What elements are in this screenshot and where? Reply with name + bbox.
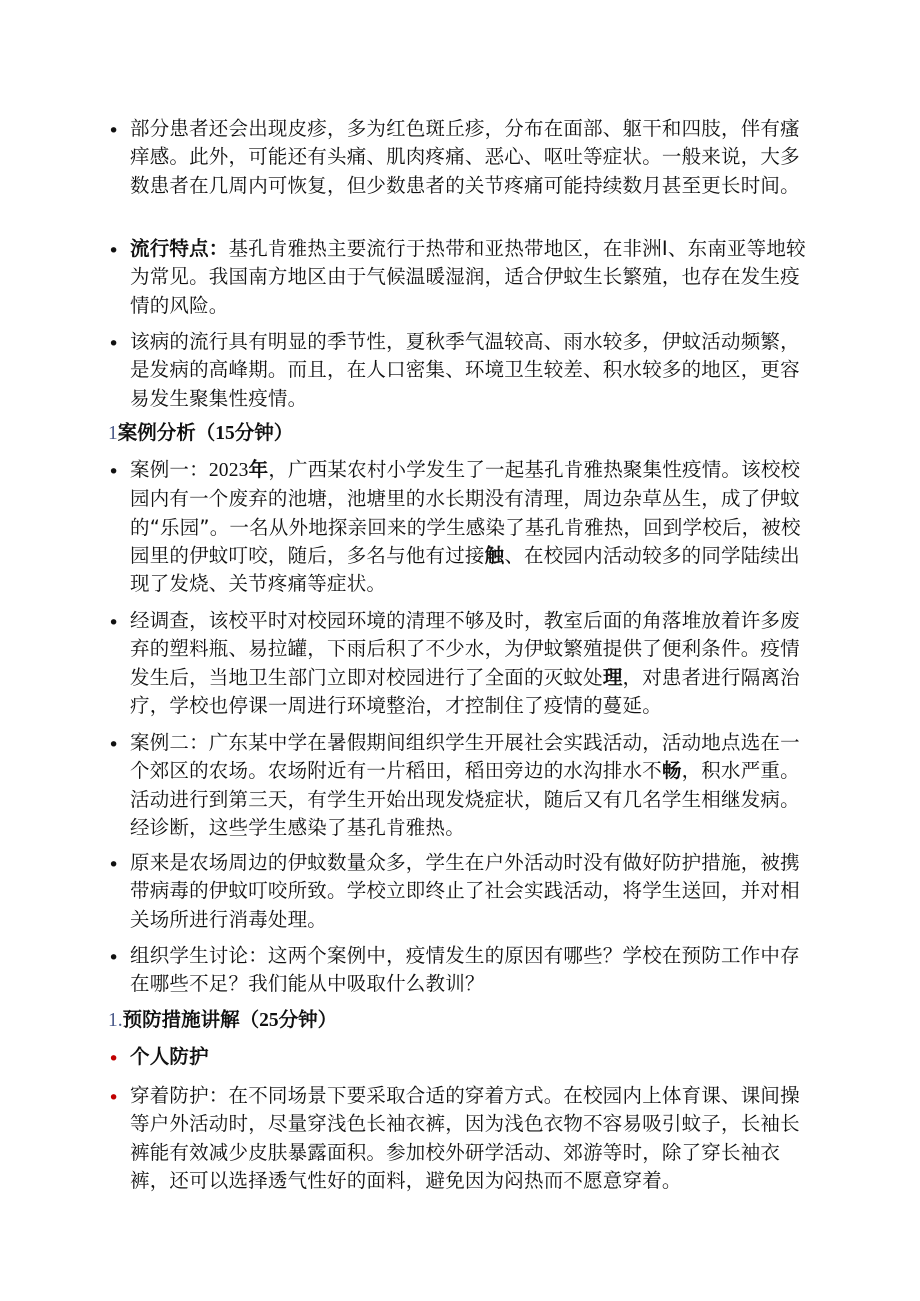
case-text: 案例一： (130, 458, 209, 481)
section-number: 1. (108, 1010, 123, 1031)
case-text: 、在校园内活动较多的同学陆续出现了发烧、关节疼痛等症状。 (130, 543, 800, 596)
item-bold-label: 流行特点： (130, 237, 229, 260)
bullet-icon (108, 944, 118, 954)
item-text: 基孔肯雅热主要流行于热带和亚热带地区，在非洲Ⅰ、东南亚等地较为常见。我国南方地区由于气候温暖湿润，适合伊蚊生长繁殖，也存在发生疫情的风险。 (130, 237, 806, 317)
item-text: 穿着防护：在不同场景下要采取合适的穿着方式。在校园内上体育课、课间操等户外活动时，尽量穿浅色长袖衣裤，因为浅色衣物不容易吸引蚊子，长袖长裤能有效减少皮肤暴露面积。参加校外研学活动、郊游等时，除了穿长袖衣裤，还可以选择透气性好的面料，避免因为闷热而不愿意穿着。 (130, 1084, 800, 1192)
bullet-icon (108, 1045, 118, 1055)
case-text: ，对患者进行隔离治疗，学校也停课一周进行环境整治，才控制住了疫情的蔓延。 (130, 665, 800, 717)
list-item (130, 328, 815, 413)
bullet-icon (108, 237, 118, 247)
case-year-unit: 年 (248, 458, 269, 481)
list-item (130, 729, 815, 842)
list-item (130, 942, 815, 999)
bullet-icon (108, 609, 118, 619)
item-text: 部分患者还会出现皮疹，多为红色斑丘疹，分布在面部、躯干和四肢，伴有瘙痒感。此外，可能还有头痛、肌肉疼痛、恶心、呕吐等症状。一般来说，大多数患者在几周内可恢复，但少数患者的关节疼痛可能持续数月甚至更长时间。 (130, 117, 800, 197)
list-item (130, 115, 815, 200)
bullet-icon (108, 117, 118, 127)
case-bold-char: 触 (484, 543, 505, 567)
section-time: （15分钟） (195, 423, 294, 444)
section-number: 1 (108, 423, 118, 444)
section-time: （25分钟） (239, 1010, 338, 1031)
list-item (130, 235, 815, 320)
list-item (130, 607, 815, 720)
case-text: 案例二：广东某中学在暑假期间组织学生开展社会实践活动，活动地点选在一个郊区的农场。农场附近有一片稻田，稻田旁边的水沟排水不 (130, 731, 800, 783)
discussion-text: 组织学生讨论：这两个案例中，疫情发生的原因有哪些？学校在预防工作中存在哪些不足？我们能从中吸取什么教训？ (130, 944, 800, 996)
subheading-text: 个人防护 (130, 1045, 209, 1068)
bullet-icon (108, 851, 118, 861)
case-bold-char: 理 (602, 665, 623, 689)
list-item (130, 456, 815, 598)
case-text: 原来是农场周边的伊蚊数量众多，学生在户外活动时没有做好防护措施，被携带病毒的伊蚊叮咬所致。学校立即终止了社会实践活动，将学生送回，并对相关场所进行消毒处理。 (130, 851, 800, 931)
case-text: 经调查，该校平时对校园环境的清理不够及时，教室后面的角落堆放着许多废弃的塑料瓶、易拉罐，下雨后积了不少水，为伊蚊繁殖提供了便利条件。疫情发生后，当地卫生部门立即对校园进行了全面的灭蚊处 (130, 609, 800, 689)
bullet-icon (108, 1084, 118, 1094)
bullet-icon (108, 330, 118, 340)
bullet-icon (108, 731, 118, 741)
list-item (130, 849, 815, 934)
section-title: 预防措施讲解 (122, 1008, 240, 1031)
case-text: ，积水严重。活动进行到第三天，有学生开始出现发烧症状，随后又有几名学生相继发病。经诊断，这些学生感染了基孔肯雅热。 (130, 759, 800, 839)
section-heading (108, 419, 293, 448)
list-item (130, 1082, 815, 1195)
section-heading (108, 1006, 337, 1035)
case-text: ，广西某农村小学发生了一起基孔肯雅热聚集性疫情。该校校园内有一个废弃的池塘，池塘里的水长期没有清理，周边杂草丛生，成了伊蚊的“乐园”。一名从外地探亲回来的学生感染了基孔肯雅热，回到学校后，被校园里的伊蚊叮咬，随后，多名与他有过接 (130, 458, 801, 567)
subheading (130, 1043, 815, 1071)
case-bold-char: 畅 (661, 759, 682, 783)
section-title: 案例分析 (117, 421, 196, 444)
item-text: 该病的流行具有明显的季节性，夏秋季气温较高、雨水较多，伊蚊活动频繁，是发病的高峰期。而且，在人口密集、环境卫生较差、积水较多的地区，更容易发生聚集性疫情。 (130, 330, 800, 410)
case-year: 2023 (208, 460, 249, 481)
bullet-icon (108, 458, 118, 468)
